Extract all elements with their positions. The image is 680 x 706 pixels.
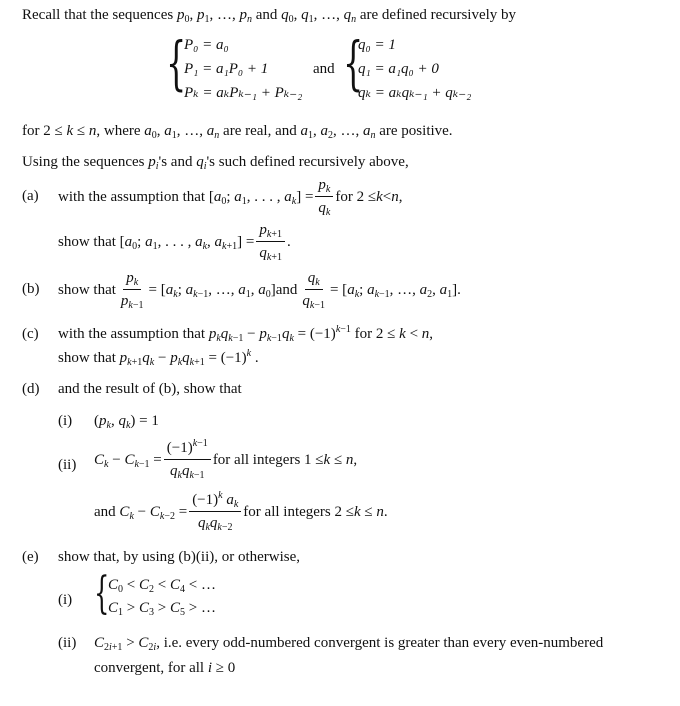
part-d-i-label: (i) <box>58 413 73 429</box>
part-a-assumption: with the assumption that [$a_0$; $a_1$, . . . , $a_k$] = $\frac{p_k}{q_k}$ for 2 ≤ k < n , <box>58 177 403 219</box>
part-e-i-label: (i) <box>58 592 73 608</box>
left-brace-p: { <box>166 29 187 97</box>
part-e-intro: show that, by using (b)(ii), or otherwise, <box>58 549 301 565</box>
part-c-label: (c) <box>22 326 39 342</box>
fraction-pk1-over-qk1: $\frac{p_{k+1}}{q_{k+1}}$ <box>256 222 285 263</box>
part-b-statement: show that $\frac{p_k}{p_{k-1}}$ = [$a_k$; $a_{k-1}$, …, $a_1$, $a_0$] and $\frac{q_k}{q_{k-1}}$ = [$a_k$; $a_{k-1}$, …, $a_2$, $a_1$]. <box>58 270 461 312</box>
part-e-ii-line-1: $C_{2i+1} > C_{2i}$, i.e. every odd-numbered convergent is greater than every even-numbered <box>94 635 604 653</box>
odd-convergents-decreasing: $C_1 > C_3 > C_5$ > … <box>108 600 216 618</box>
p-definition-row-2: P₁ = a₁P₀ + 1 <box>184 61 269 77</box>
part-e-ii-label: (ii) <box>58 635 77 651</box>
condition-line: for 2 ≤ k ≤ n, where $a_0$, $a_1$, …, $a_n$ are real, and $a_1$, $a_2$, …, $a_n$ are positive. <box>22 123 453 141</box>
intro-line: Recall that the sequences $p_0$, $p_1$, …, $p_n$ and $q_0$, $q_1$, …, $q_n$ are defined recursively by <box>22 7 517 25</box>
fraction-pk-over-qk: $\frac{p_k}{q_k}$ <box>315 177 333 218</box>
part-a-show: show that [$a_0$; $a_1$, . . . , $a_k$, $a_{k+1}$] = $\frac{p_{k+1}}{q_{k+1}}$ . <box>58 222 291 264</box>
part-e-label: (e) <box>22 549 39 565</box>
q-definition-row-2: q₁ = a₁q₀ + 0 <box>358 61 439 77</box>
part-c-assumption: with the assumption that $p_kq_{k-1} - p_{k-1}q_k = (-1)^{k-1}$ for 2 ≤ k < n, <box>58 324 434 344</box>
q-definition-row-3: qₖ = aₖqₖ₋₁ + qₖ₋₂ <box>358 85 472 101</box>
part-d-ii-statement-1: $C_k - C_{k-1}$ = $\frac{(-1)^{k-1}}{q_kq_{k-1}}$ for all integers 1 ≤ k ≤ n , <box>94 438 358 482</box>
part-a-label: (a) <box>22 188 39 204</box>
left-brace-convergents: { <box>94 568 110 619</box>
fraction-neg1-over-qkqk1: $\frac{(-1)^{k-1}}{q_kq_{k-1}}$ <box>164 440 211 481</box>
fraction-pk-over-pk1: $\frac{p_k}{p_{k-1}}$ <box>120 270 144 312</box>
part-d-intro: and the result of (b), show that <box>58 381 242 397</box>
system-join-word: and <box>313 61 335 77</box>
part-c-show: show that $p_{k+1}q_k - p_kq_{k+1} = (-1)^k$ . <box>58 348 259 368</box>
part-d-i-statement: ($p_k$, $q_k) = 1$ <box>94 413 159 431</box>
using-line: Using the sequences $p_i's$ and $q_i's$ such defined recursively above, <box>22 154 409 172</box>
even-convergents-increasing: $C_0 < C_2 < C_4$ < … <box>108 577 216 595</box>
p-definition-row-1: P₀ = a₀ <box>184 37 229 53</box>
part-b-label: (b) <box>22 281 40 297</box>
p-definition-row-3: Pₖ = aₖPₖ₋₁ + Pₖ₋₂ <box>184 85 303 101</box>
part-d-ii-statement-2: and $C_k - C_{k-2}$ = $\frac{(-1)^k a_k}{q_kq_{k-2}}$ for all integers 2 ≤ k ≤ n . <box>94 490 388 534</box>
part-e-ii-line-2: convergent, for all i ≥ 0 <box>94 660 236 676</box>
left-brace-q: { <box>343 29 364 97</box>
part-d-ii-label: (ii) <box>58 457 77 473</box>
fraction-neg1-ak-over-qkqk2: $\frac{(-1)^k a_k}{q_kq_{k-2}}$ <box>189 492 241 533</box>
fraction-qk-over-qk1: $\frac{q_k}{q_{k-1}}$ <box>302 270 325 312</box>
q-definition-row-1: q₀ = 1 <box>358 37 396 53</box>
part-d-label: (d) <box>22 381 40 397</box>
